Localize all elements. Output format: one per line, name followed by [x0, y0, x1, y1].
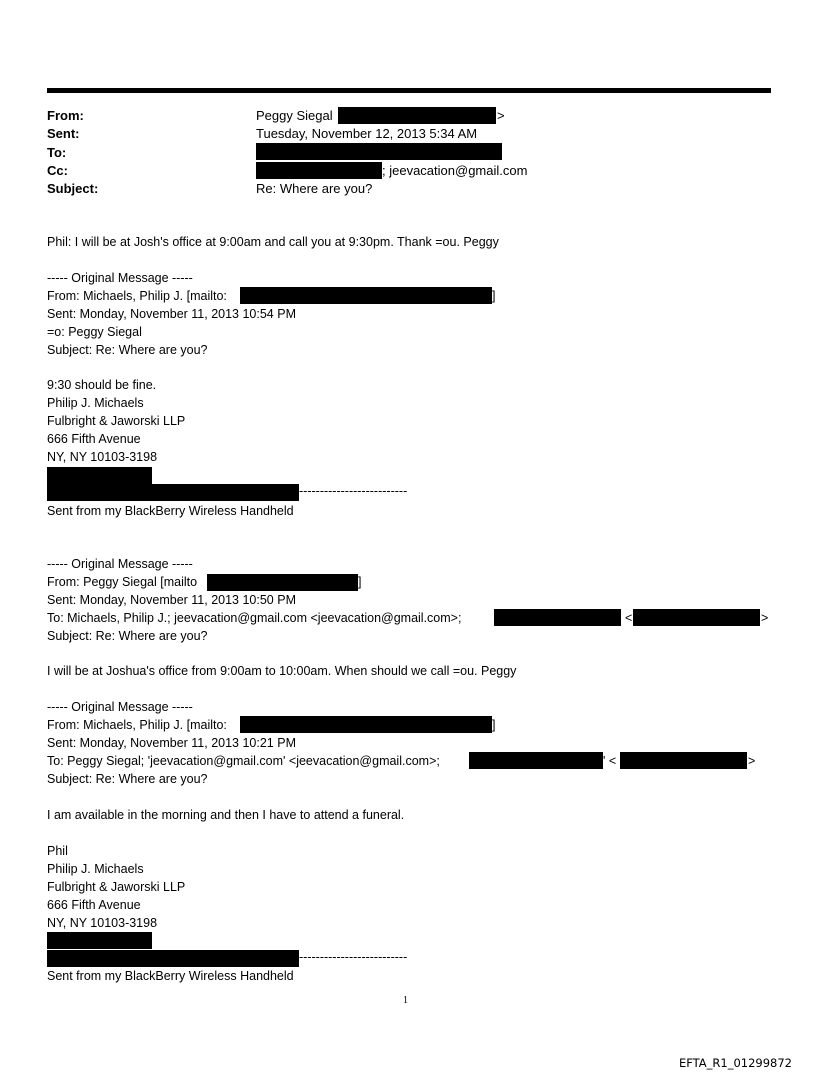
- dash-separator: --------------------------: [299, 484, 408, 498]
- cc-label: Cc:: [47, 163, 68, 178]
- document-id: EFTA_R1_01299872: [678, 1056, 792, 1070]
- redaction-block: [338, 107, 496, 124]
- bracket: ]: [358, 575, 362, 589]
- signature-address: 666 Fifth Avenue: [47, 432, 141, 446]
- subject-line: Subject: Re: Where are you?: [47, 629, 208, 643]
- blackberry-signature: Sent from my BlackBerry Wireless Handheld: [47, 504, 294, 518]
- subject-label: Subject:: [47, 181, 99, 196]
- sent-value: Tuesday, November 12, 2013 5:34 AM: [256, 126, 478, 141]
- redaction-block: [469, 752, 603, 769]
- page-number: 1: [403, 995, 408, 1006]
- bracket: ]: [492, 289, 496, 303]
- subject-line: Subject: Re: Where are you?: [47, 772, 208, 786]
- redaction-block: [47, 950, 299, 967]
- angle-bracket: ' <: [603, 754, 617, 768]
- from-label: From:: [47, 108, 84, 123]
- body-text: Phil: I will be at Josh's office at 9:00am and call you at 9:30pm. Thank =ou. Peggy: [47, 235, 499, 249]
- redaction-block: [633, 609, 760, 626]
- from-line: From: Michaels, Philip J. [mailto:: [47, 718, 227, 732]
- from-line: From: Michaels, Philip J. [mailto:: [47, 289, 227, 303]
- sent-line: Sent: Monday, November 11, 2013 10:50 PM: [47, 593, 296, 607]
- sent-line: Sent: Monday, November 11, 2013 10:21 PM: [47, 736, 296, 750]
- signature-city: NY, NY 10103-3198: [47, 450, 158, 464]
- redaction-block: [207, 574, 358, 591]
- redaction-block: [494, 609, 621, 626]
- from-value: Peggy Siegal: [256, 108, 333, 123]
- signature-name: Philip J. Michaels: [47, 396, 144, 410]
- signature-firm: Fulbright & Jaworski LLP: [47, 414, 186, 428]
- signature-short: Phil: [47, 844, 68, 858]
- redaction-block: [256, 162, 382, 179]
- original-message-divider: ----- Original Message -----: [47, 700, 193, 714]
- to-line: =o: Peggy Siegal: [47, 325, 142, 339]
- bracket: ]: [492, 718, 496, 732]
- signature-city: NY, NY 10103-3198: [47, 916, 158, 930]
- body-text: 9:30 should be fine.: [47, 378, 157, 392]
- angle-bracket: <: [625, 611, 633, 625]
- redaction-block: [256, 143, 502, 160]
- body-text: I am available in the morning and then I have to attend a funeral.: [47, 808, 405, 822]
- subject-line: Subject: Re: Where are you?: [47, 343, 208, 357]
- redaction-block: [240, 287, 492, 304]
- signature-address: 666 Fifth Avenue: [47, 898, 141, 912]
- original-message-divider: ----- Original Message -----: [47, 271, 193, 285]
- from-line: From: Peggy Siegal [mailto: [47, 575, 198, 589]
- redaction-block: [47, 484, 299, 501]
- redaction-block: [47, 467, 152, 484]
- angle-bracket: >: [748, 754, 756, 768]
- redaction-block: [240, 716, 492, 733]
- sent-label: Sent:: [47, 126, 80, 141]
- blackberry-signature: Sent from my BlackBerry Wireless Handheld: [47, 969, 294, 983]
- sent-line: Sent: Monday, November 11, 2013 10:54 PM: [47, 307, 296, 321]
- from-suffix: >: [497, 108, 505, 123]
- to-line: To: Michaels, Philip J.; jeevacation@gmail.com <jeevacation@gmail.com>;: [47, 611, 462, 625]
- signature-name: Philip J. Michaels: [47, 862, 144, 876]
- body-text: I will be at Joshua's office from 9:00am to 10:00am. When should we call =ou. Peggy: [47, 664, 517, 678]
- signature-firm: Fulbright & Jaworski LLP: [47, 880, 186, 894]
- redaction-block: [620, 752, 747, 769]
- dash-separator: --------------------------: [299, 950, 408, 964]
- original-message-divider: ----- Original Message -----: [47, 557, 193, 571]
- to-line: To: Peggy Siegal; 'jeevacation@gmail.com' <jeevacation@gmail.com>;: [47, 754, 440, 768]
- subject-value: Re: Where are you?: [256, 181, 373, 196]
- cc-value: ; jeevacation@gmail.com: [382, 163, 528, 178]
- header-rule: [47, 88, 771, 93]
- redaction-block: [47, 932, 152, 949]
- angle-bracket: >: [761, 611, 769, 625]
- to-label: To:: [47, 145, 67, 160]
